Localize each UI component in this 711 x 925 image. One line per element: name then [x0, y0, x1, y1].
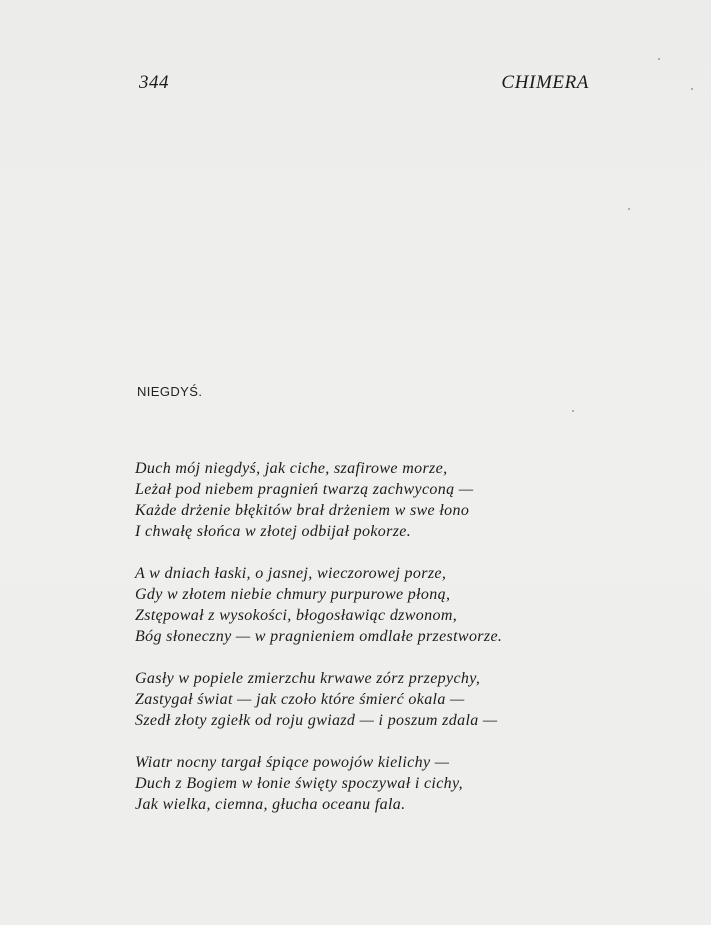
- paper-speck: [628, 208, 630, 210]
- verse-line: Wiatr nocny targał śpiące powojów kielichy —: [135, 754, 450, 771]
- running-head: CHIMERA: [501, 72, 589, 93]
- verse-line: Zstępował z wysokości, błogosławiąc dzwonom,: [135, 607, 458, 624]
- verse-line: Gdy w złotem niebie chmury purpurowe płoną,: [135, 586, 451, 603]
- verse-line: Leżał pod niebem pragnień twarzą zachwyconą —: [135, 481, 474, 498]
- stanza-2: [135, 563, 605, 647]
- verse-line: Duch z Bogiem w łonie święty spoczywał i cichy,: [135, 775, 463, 792]
- verse-line: Każde drżenie błękitów brał drżeniem w swe łono: [135, 502, 470, 519]
- paper-speck: [572, 410, 574, 412]
- paper-speck: [658, 58, 660, 60]
- verse-line: Bóg słoneczny — w pragnieniem omdlałe przestworze.: [135, 628, 503, 645]
- stanza-3: [135, 668, 605, 731]
- verse-line: I chwałę słońca w złotej odbijał pokorze.: [135, 523, 412, 540]
- poem-title: NIEGDYŚ.: [137, 384, 203, 399]
- stanza-1: [135, 458, 605, 542]
- verse-line: Zastygał świat — jak czoło które śmierć okala —: [135, 691, 465, 708]
- verse-line: Jak wielka, ciemna, głucha oceanu fala.: [135, 796, 406, 813]
- poem-body: [135, 458, 605, 836]
- page-number: 344: [139, 72, 169, 93]
- page-header: [0, 72, 711, 96]
- verse-line: Duch mój niegdyś, jak ciche, szafirowe morze,: [135, 460, 448, 477]
- verse-line: Gasły w popiele zmierzchu krwawe zórz przepychy,: [135, 670, 481, 687]
- verse-line: A w dniach łaski, o jasnej, wieczorowej porze,: [135, 565, 447, 582]
- stanza-4: [135, 752, 605, 815]
- paper-speck: [691, 88, 693, 90]
- verse-line: Szedł złoty zgiełk od roju gwiazd — i poszum zdala —: [135, 712, 498, 729]
